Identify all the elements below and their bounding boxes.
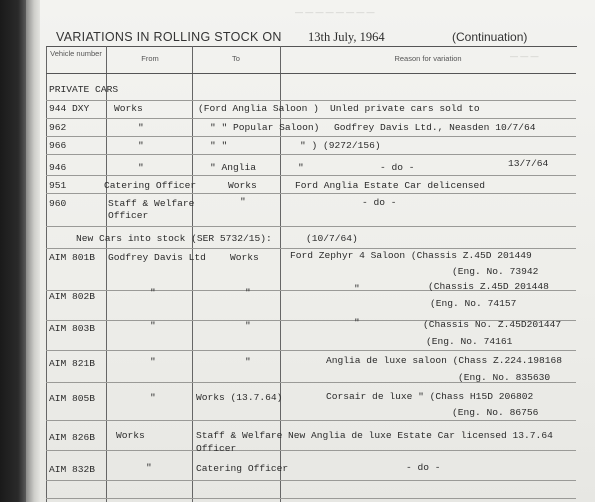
reason-text: - do - (362, 197, 397, 208)
to-value: " (240, 196, 246, 207)
reason-text: Ford Zephyr 4 Saloon (Chassis Z.45D 201449 (290, 250, 532, 261)
row-rule (46, 350, 576, 351)
reason-text: Corsair de luxe " (Chass H15D 206802 (326, 391, 534, 402)
bleed-through: — — — (510, 52, 539, 61)
from-value: Godfrey Davis Ltd (108, 252, 206, 263)
to-value: Works (13.7.64) (196, 392, 283, 403)
book-binding (0, 0, 26, 502)
new-cars-heading: New Cars into stock (SER 5732/15): (76, 233, 272, 244)
row-rule (46, 193, 576, 194)
row-rule (46, 480, 576, 481)
to-value: " " (210, 140, 228, 151)
column-header-vehicle: Vehicle number (50, 49, 102, 58)
row-rule (46, 154, 576, 155)
to-value: Staff & Welfare (196, 430, 283, 441)
to-value: Catering Officer (196, 463, 289, 474)
column-header-from: From (141, 54, 159, 63)
from-value: " (150, 392, 156, 403)
to-value: " (245, 287, 251, 298)
from-value: Works (114, 103, 143, 114)
engine-number: (Eng. No. 74157 (430, 298, 517, 309)
column-header-reason: Reason for variation (394, 54, 462, 63)
column-divider (106, 46, 107, 502)
vehicle-number: AIM 802B (49, 291, 96, 302)
vehicle-number: AIM 805B (49, 393, 96, 404)
to-value-line2: Officer (196, 443, 237, 454)
from-value: " (138, 122, 144, 133)
from-value: " (150, 320, 156, 331)
row-rule (46, 450, 576, 451)
bleed-through: — — — — — — — — (295, 8, 375, 17)
vehicle-number: AIM 826B (49, 432, 96, 443)
from-value: " (150, 287, 156, 298)
vehicle-number: 966 (49, 140, 67, 151)
row-rule (46, 175, 576, 176)
engine-number: (Eng. No. 835630 (458, 372, 551, 383)
reason-ditto: " (298, 162, 304, 173)
column-divider (192, 46, 193, 502)
section-heading: PRIVATE CARS (49, 84, 119, 95)
report-date: 13th July, 1964 (308, 30, 385, 44)
row-rule (46, 118, 576, 119)
to-value: (Ford Anglia Saloon ) (198, 103, 319, 114)
reason-text: (Chassis No. Z.45D201447 (423, 319, 562, 330)
to-value: " " Popular Saloon) (210, 122, 320, 133)
new-cars-date: (10/7/64) (306, 233, 358, 244)
from-value: Works (116, 430, 145, 441)
reason-text: - do - (406, 462, 441, 473)
reason-text: New Anglia de luxe Estate Car licensed 13.7.64 (288, 430, 553, 441)
binding-shadow (26, 0, 40, 502)
to-value: " (245, 320, 251, 331)
vehicle-number: 962 (49, 122, 67, 133)
reason-text: - do - (380, 162, 415, 173)
to-value: " (245, 356, 251, 367)
column-header-to: To (232, 54, 240, 63)
row-rule (46, 248, 576, 249)
engine-number: (Eng. No. 73942 (452, 266, 539, 277)
document-page (40, 0, 595, 502)
vehicle-number: 944 DXY (49, 103, 90, 114)
page-title: VARIATIONS IN ROLLING STOCK ON (56, 30, 282, 44)
vehicle-number: AIM 803B (49, 323, 96, 334)
continuation-label: (Continuation) (452, 30, 528, 44)
reason-text: Anglia de luxe saloon (Chass Z.224.198168 (326, 355, 563, 366)
from-value: " (146, 462, 152, 473)
reason-text: Godfrey Davis Ltd., Neasden 10/7/64 (334, 122, 536, 133)
from-value: " (138, 162, 144, 173)
from-value: Catering Officer (104, 180, 197, 191)
vehicle-number: 960 (49, 198, 67, 209)
from-value: " (138, 140, 144, 151)
from-value-line2: Officer (108, 210, 149, 221)
row-rule (46, 226, 576, 227)
row-rule (46, 136, 576, 137)
engine-number: (Eng. No. 74161 (426, 336, 513, 347)
reason-text: Ford Anglia Estate Car delicensed (295, 180, 485, 191)
row-rule (46, 498, 576, 499)
reason-text: " ) (9272/156) (300, 140, 381, 151)
vehicle-number: AIM 832B (49, 464, 96, 475)
reason-text: Unled private cars sold to (330, 103, 480, 114)
from-value: " (150, 356, 156, 367)
reason-ditto: " (354, 317, 360, 328)
engine-number: (Eng. No. 86756 (452, 407, 539, 418)
reason-date: 13/7/64 (508, 158, 549, 169)
row-rule (46, 420, 576, 421)
vehicle-number: 951 (49, 180, 67, 191)
reason-text: (Chassis Z.45D 201448 (428, 281, 549, 292)
from-value: Staff & Welfare (108, 198, 195, 209)
vehicle-number: 946 (49, 162, 67, 173)
header-rule (46, 73, 576, 74)
reason-ditto: " (354, 283, 360, 294)
vehicle-number: AIM 821B (49, 358, 96, 369)
to-value: Works (230, 252, 259, 263)
row-rule (46, 100, 576, 101)
to-value: " Anglia (210, 162, 257, 173)
to-value: Works (228, 180, 257, 191)
vehicle-number: AIM 801B (49, 252, 96, 263)
